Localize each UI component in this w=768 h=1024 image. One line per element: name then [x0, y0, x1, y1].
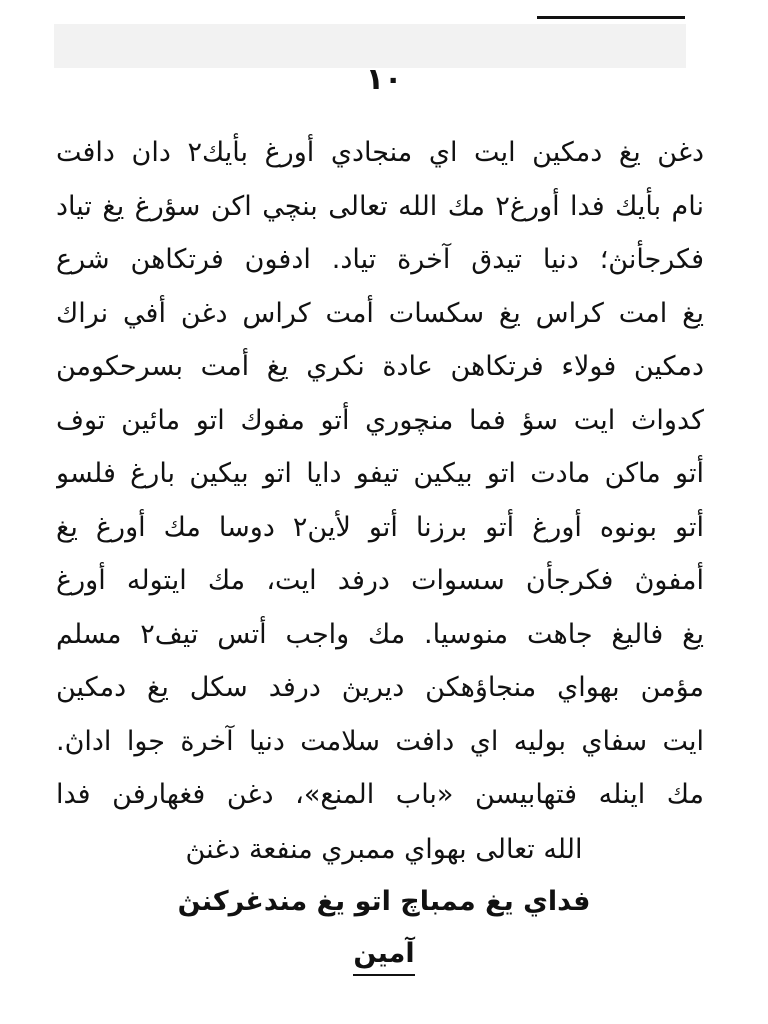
text-line: كدواث ايت سؤ فما منچوري أتو مفوك اتو مائين توف: [56, 404, 704, 436]
closing-amin: آمين: [353, 934, 414, 976]
text-line: مك اينله فتهابيسن «باب المنع»، دغن فغهارفن فدا: [56, 779, 704, 810]
text-line: مؤمن بهواي منجاؤهكن ديريڽ درفد سكل يغ دمكين: [56, 672, 704, 703]
text-line: فكرجأنڽ؛ دنيا تيدق آخرة تياد. ادفون فرتكاهن شرع: [56, 244, 704, 275]
closing-line: فداي يغ ممباچ اتو يغ مندغركنڽ: [177, 886, 591, 917]
text-line: أتو بونوه أورغ أتو برزنا أتو لأين٢ دوسا مك أورغ يغ: [56, 511, 704, 543]
text-line: ايت سفاي بوليه اي دافت سلامت دنيا آخرة جوا اداڽ.: [56, 725, 704, 757]
text-line: دغن يغ دمكين ايت اي منجادي أورغ بأيك٢ دان دافت: [56, 137, 704, 168]
text-line: أتو ماكن مادت اتو بيكين تيفو دايا اتو بيكين بارغ فلسو: [56, 458, 704, 489]
page-number: ١٠: [365, 62, 403, 97]
body-paragraph: [56, 126, 704, 822]
closing-line: الله تعالى بهواي ممبري منفعة دغنڽ: [185, 834, 583, 865]
text-line: يغ فاليغ جاهت منوسيا. مك واجب أتس تيف٢ مسلم: [56, 618, 704, 650]
text-line: نام بأيك فدا أورغ٢ مك الله تعالى بنچي اكن سؤرغ يغ تياد: [56, 190, 704, 222]
text-line: يغ امت كراس يغ سكسات أمت كراس دغن أفي نراك: [56, 297, 704, 329]
text-line: أمفوڽ فكرجأن سسوات درفد ايت، مك ايتوله أورغ: [56, 565, 704, 596]
text-line: دمكين فولاء فرتكاهن عادة نكري يغ أمت بسرحكومن: [56, 351, 704, 382]
closing-prayer: [0, 824, 768, 980]
top-rule: [537, 16, 685, 19]
